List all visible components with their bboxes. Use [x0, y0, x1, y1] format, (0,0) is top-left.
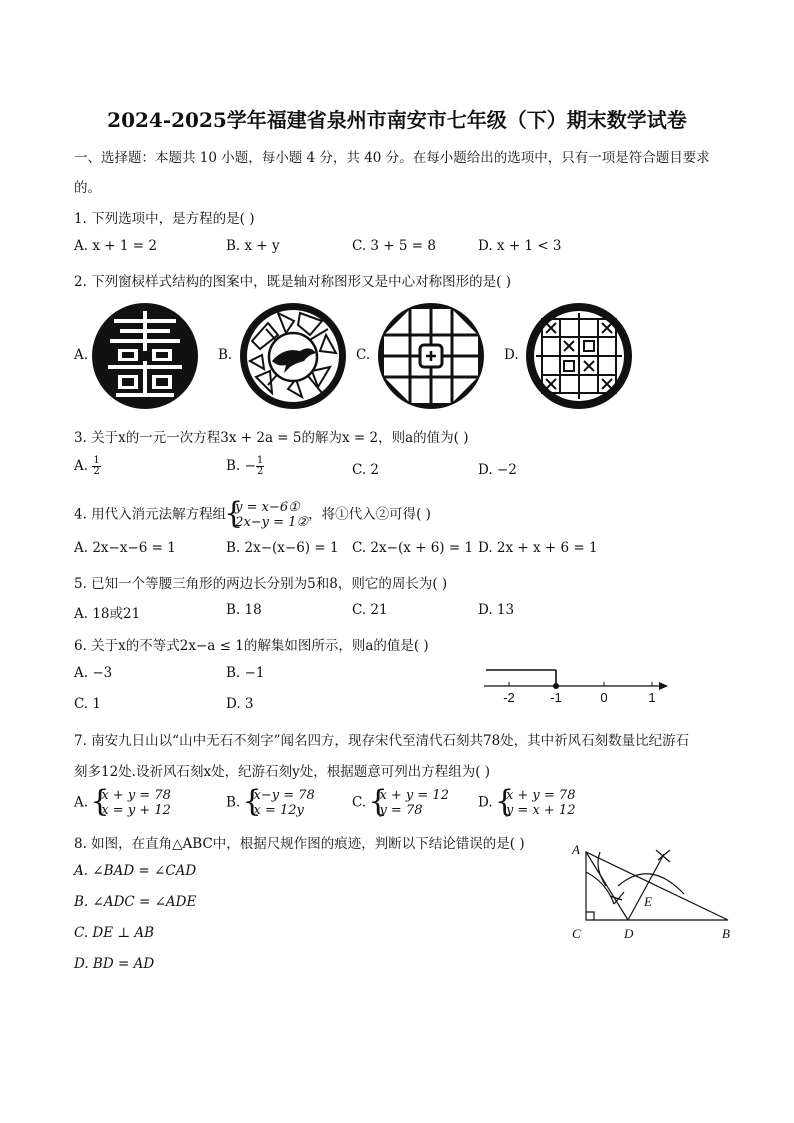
q4-option-a: A. 2x−x−6 = 1 — [74, 540, 176, 556]
question-6-stem: 6. 关于x的不等式2x−a ≤ 1的解集如图所示，则a的值是( ) — [74, 638, 429, 654]
q7-option-a-label: A. — [74, 794, 89, 811]
q2-option-b: B. — [218, 347, 233, 363]
q4-stem-post: ，将①代入②可得( ) — [308, 506, 431, 523]
q3-option-a-label: A. — [74, 458, 89, 474]
q6-option-a: A. −3 — [74, 665, 113, 681]
q3-a-numerator: 1 — [93, 455, 100, 466]
q5-option-b: B. 18 — [226, 602, 262, 618]
q3-option-b — [226, 456, 264, 477]
q4-option-d: D. 2x + x + 6 = 1 — [478, 540, 598, 556]
q7-option-b-system — [245, 788, 315, 818]
q1-option-b: B. x + y — [226, 238, 280, 254]
question-1-stem: 1. 下列选项中，是方程的是( ) — [74, 211, 255, 227]
q3-option-c: C. 2 — [352, 462, 380, 478]
q7-option-a — [74, 788, 171, 818]
section-instructions-line1: 一、选择题：本题共 10 小题，每小题 4 分，共 40 分。在每小题给出的选项中，只有一项是符合题目要求 — [74, 150, 710, 166]
q8-option-a: A. ∠BAD = ∠CAD — [74, 863, 197, 879]
q7-option-d — [478, 788, 575, 818]
q6-option-d: D. 3 — [226, 696, 254, 712]
q7-option-b — [226, 788, 315, 818]
q7-option-c-label: C. — [352, 794, 367, 811]
double-happiness-icon — [90, 301, 200, 411]
point-label-a: A — [572, 842, 580, 857]
q7-option-b-label: B. — [226, 794, 241, 811]
q4-equation-system — [226, 500, 308, 530]
question-2-stem: 2. 下列窗棂样式结构的图案中，既是轴对称图形又是中心对称图形的是( ) — [74, 274, 511, 290]
q5-option-a: A. 18或21 — [74, 606, 141, 622]
point-label-d: D — [624, 926, 634, 941]
q6-option-b: B. −1 — [226, 665, 265, 681]
question-8-stem: 8. 如图，在直角△ABC中，根据尺规作图的痕迹，判断以下结论错误的是( ) — [74, 836, 525, 852]
question-7-line1: 7. 南安九日山以“山中无石不刻字”闻名四方，现存宋代至清代石刻共78处，其中祈风石刻数量比纪游石 — [74, 733, 690, 749]
q4-eq2: 2x−y = 1② — [235, 515, 309, 530]
q4-option-b: B. 2x−(x−6) = 1 — [226, 540, 339, 556]
number-line-figure — [478, 662, 673, 706]
q3-option-b-fraction — [256, 456, 264, 477]
q2-option-c: C. — [356, 347, 371, 363]
q7-d-eq1: { x + y = 78 — [505, 788, 576, 803]
q3-option-b-label: B. − — [226, 458, 256, 474]
point-label-b: B — [722, 926, 730, 941]
q3-b-denominator: 2 — [256, 466, 264, 477]
q1-option-a: A. x + 1 = 2 — [74, 238, 157, 254]
q7-option-c-system — [370, 788, 449, 818]
q8-option-d: D. BD = AD — [74, 956, 155, 972]
q3-option-a-fraction — [92, 456, 100, 477]
q4-option-c: C. 2x−(x + 6) = 1 — [352, 540, 474, 556]
octagon-window-icon — [376, 301, 486, 411]
q7-option-d-label: D. — [478, 794, 493, 811]
q3-option-d: D. −2 — [478, 462, 517, 478]
q7-b-eq2: x = 12y — [253, 803, 304, 818]
q6-option-c: C. 1 — [74, 696, 102, 712]
q3-b-numerator: 1 — [256, 455, 264, 466]
q5-option-d: D. 13 — [478, 602, 515, 618]
lattice-window-icon — [524, 301, 634, 411]
question-5-stem: 5. 已知一个等腰三角形的两边长分别为5和8，则它的周长为( ) — [74, 576, 448, 592]
question-3-stem: 3. 关于x的一元一次方程3x + 2a = 5的解为x = 2，则a的值为( ) — [74, 430, 469, 446]
q3-a-denominator: 2 — [93, 466, 100, 477]
q7-a-eq2: x = y + 12 — [101, 803, 171, 818]
point-label-c: C — [572, 926, 581, 941]
section-instructions-line2: 的。 — [74, 180, 101, 196]
q7-d-eq2: y = x + 12 — [505, 803, 576, 818]
question-4-stem — [74, 500, 431, 530]
q8-option-c: C. DE ⊥ AB — [74, 925, 155, 941]
q8-option-b: B. ∠ADC = ∠ADE — [74, 894, 197, 910]
question-7-line2: 刻多12处.设祈风石刻x处，纪游石刻y处，根据题意可列出方程组为( ) — [74, 764, 491, 780]
q7-c-eq1: { x + y = 12 — [379, 788, 449, 803]
page-title: 2024-2025学年福建省泉州市南安市七年级（下）期末数学试卷 — [107, 108, 687, 132]
q1-option-c: C. 3 + 5 = 8 — [352, 238, 436, 254]
q7-c-eq2: y = 78 — [379, 803, 423, 818]
tick-label-0: 0 — [600, 690, 608, 705]
q5-option-c: C. 21 — [352, 602, 388, 618]
q7-a-eq1: { x + y = 78 — [101, 788, 171, 803]
right-triangle-figure — [566, 838, 746, 944]
q7-option-d-system — [497, 788, 576, 818]
point-label-e: E — [644, 894, 652, 909]
q4-eq1: { y = x−6① — [235, 500, 300, 515]
q2-option-a: A. — [74, 347, 89, 363]
ornate-animal-window-icon — [238, 301, 348, 411]
q3-option-a — [74, 456, 101, 477]
q7-option-c — [352, 788, 449, 818]
q4-stem-pre: 4. 用代入消元法解方程组 — [74, 506, 227, 523]
q1-option-d: D. x + 1 < 3 — [478, 238, 562, 254]
tick-label-1: 1 — [648, 690, 656, 705]
q2-option-d: D. — [504, 347, 519, 363]
tick-label-neg1: -1 — [550, 690, 562, 705]
q7-option-a-system — [92, 788, 171, 818]
tick-label-neg2: -2 — [503, 690, 515, 705]
q7-b-eq1: { x−y = 78 — [253, 788, 315, 803]
